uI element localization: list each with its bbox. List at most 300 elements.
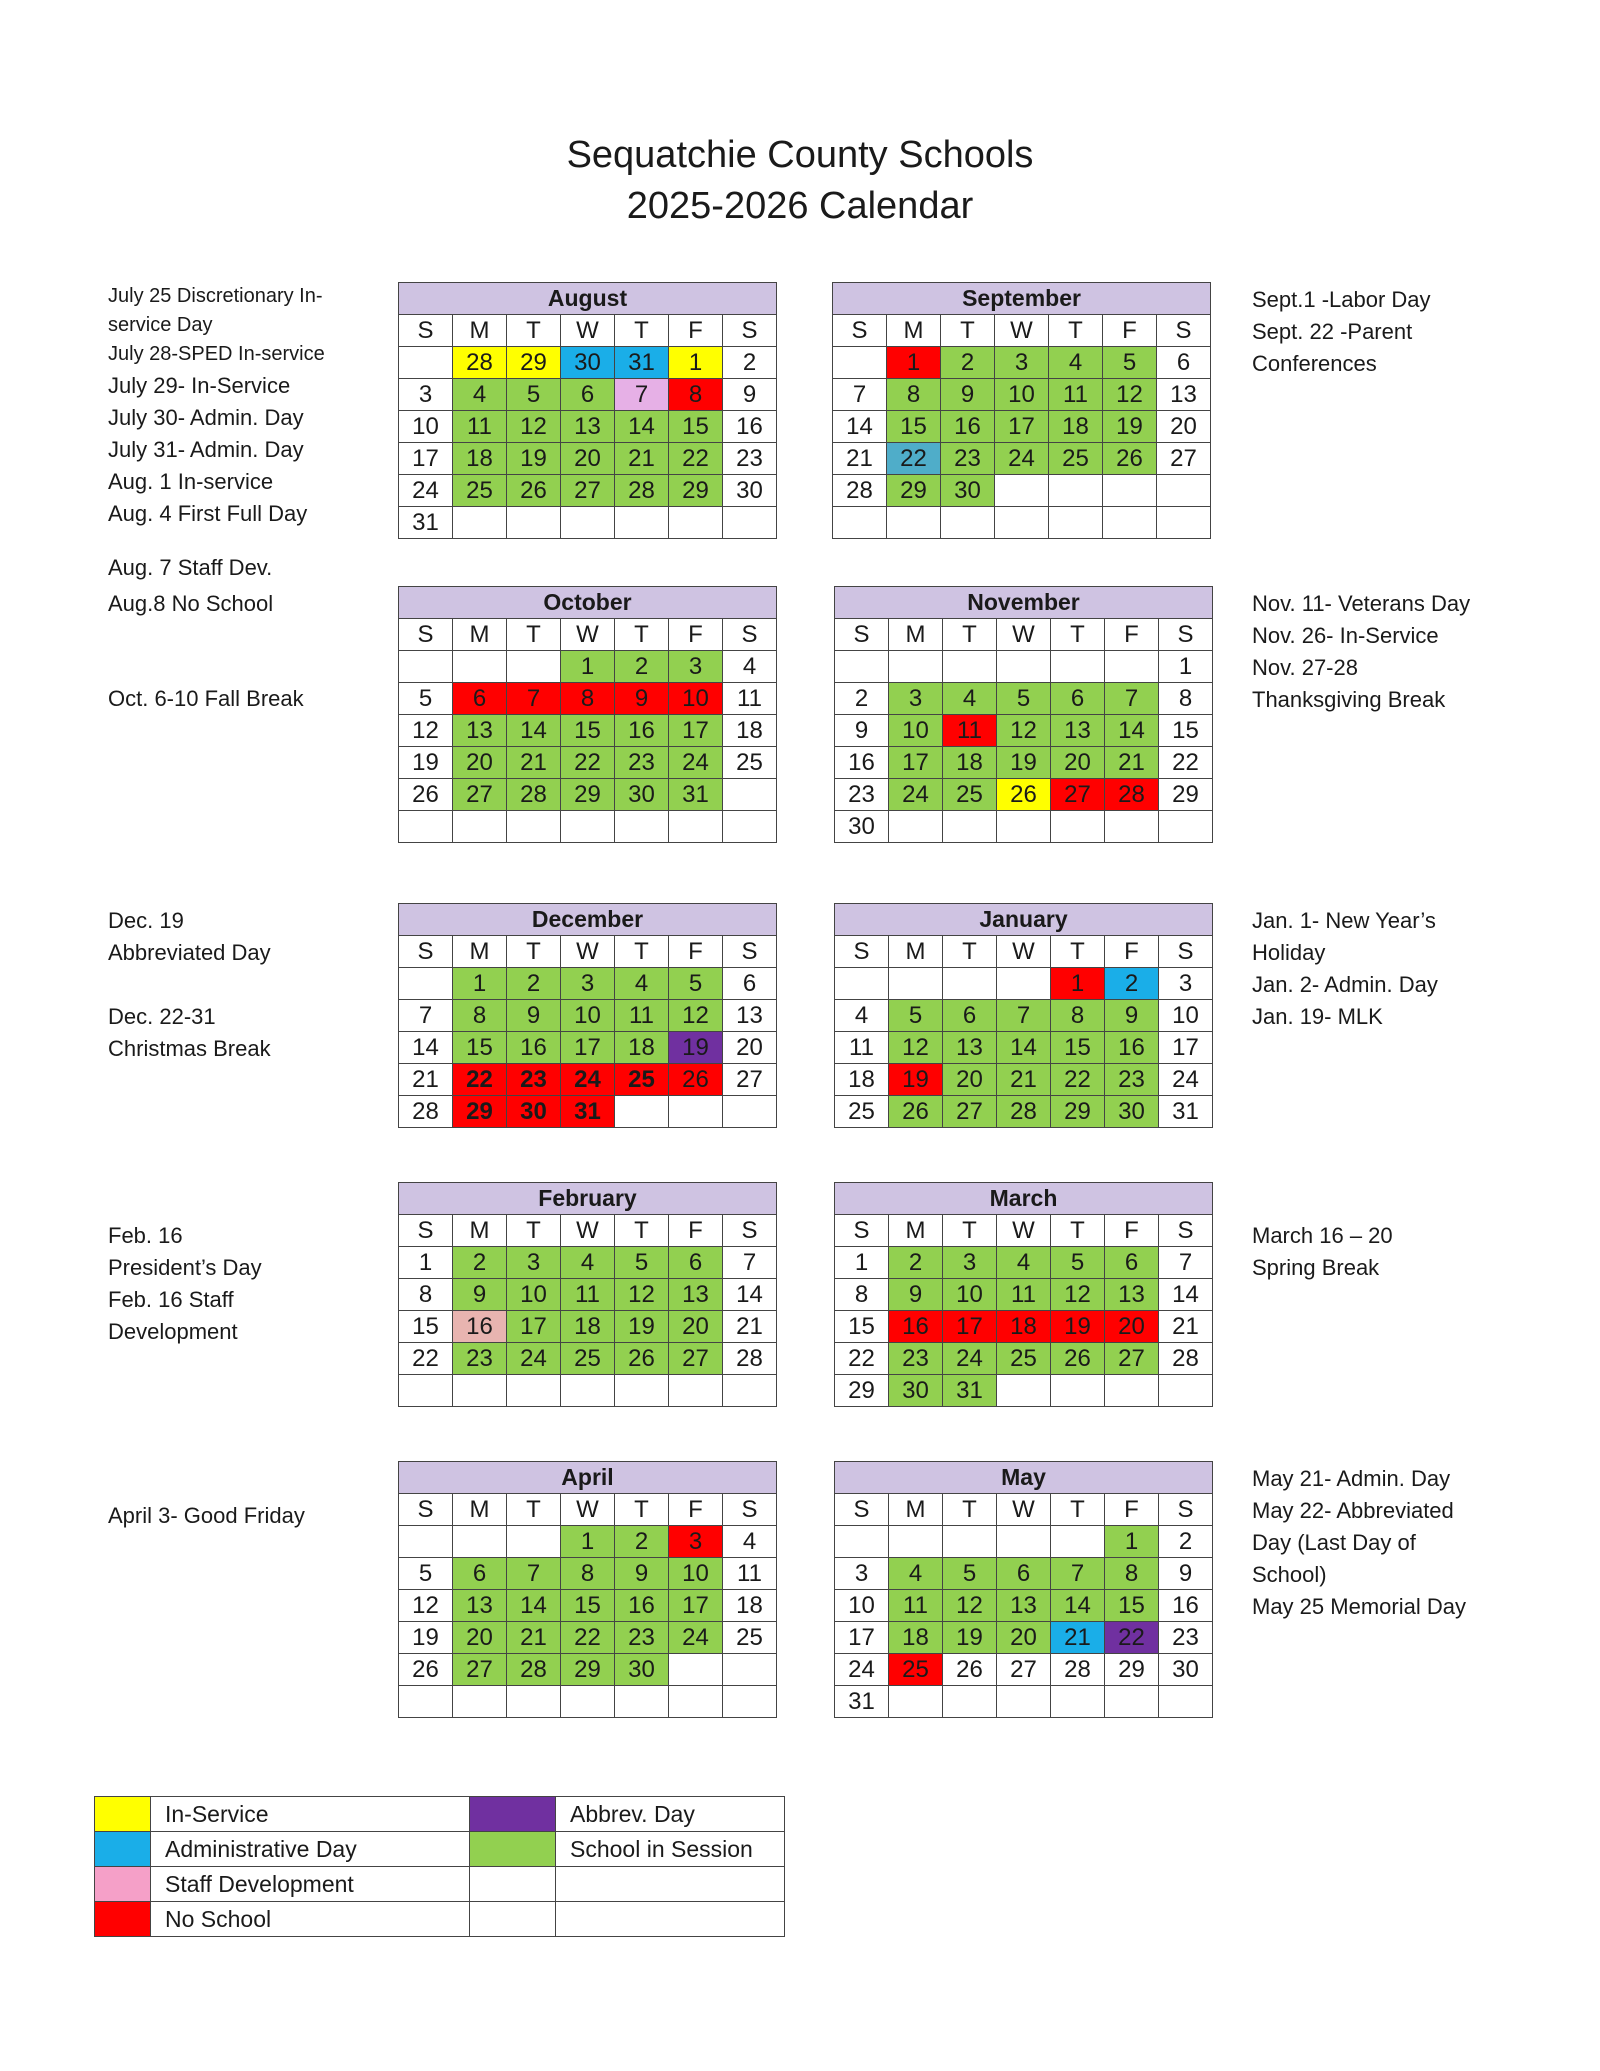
week-row	[835, 651, 1213, 683]
day-cell: 2	[507, 968, 561, 1000]
day-cell: 26	[507, 475, 561, 507]
day-cell: 12	[997, 715, 1051, 747]
day-cell: 15	[561, 1590, 615, 1622]
day-cell: 17	[835, 1622, 889, 1654]
day-cell: 22	[1051, 1064, 1105, 1096]
day-cell: 13	[1051, 715, 1105, 747]
day-cell: 25	[561, 1343, 615, 1375]
day-cell: 29	[1051, 1096, 1105, 1128]
day-cell: 28	[997, 1096, 1051, 1128]
week-row	[399, 747, 777, 779]
day-cell: 1	[1051, 968, 1105, 1000]
week-row	[835, 1032, 1213, 1064]
day-cell: 13	[669, 1279, 723, 1311]
day-cell: 24	[399, 475, 453, 507]
day-cell	[997, 651, 1051, 683]
week-row	[833, 379, 1211, 411]
weekday-header: T	[1051, 1494, 1105, 1526]
weekday-header: S	[723, 1215, 777, 1247]
day-cell: 9	[1105, 1000, 1159, 1032]
day-cell: 23	[889, 1343, 943, 1375]
day-cell: 11	[943, 715, 997, 747]
day-cell: 9	[1159, 1558, 1213, 1590]
day-cell	[1051, 651, 1105, 683]
week-row	[833, 347, 1211, 379]
day-cell	[561, 1686, 615, 1718]
day-cell: 6	[1157, 347, 1211, 379]
day-cell: 12	[943, 1590, 997, 1622]
month-name: August	[399, 283, 777, 315]
day-cell	[669, 507, 723, 539]
day-cell: 4	[453, 379, 507, 411]
weekday-header: F	[669, 936, 723, 968]
day-cell	[943, 811, 997, 843]
weekday-header: T	[1051, 936, 1105, 968]
weekday-header: S	[723, 619, 777, 651]
day-cell: 26	[943, 1654, 997, 1686]
day-cell	[1051, 1686, 1105, 1718]
month-name: January	[835, 904, 1213, 936]
day-cell: 7	[1159, 1247, 1213, 1279]
day-cell	[1159, 1686, 1213, 1718]
week-row	[399, 779, 777, 811]
day-cell	[995, 507, 1049, 539]
legend-label-noschool: No School	[151, 1902, 470, 1937]
day-cell: 16	[835, 747, 889, 779]
day-cell: 10	[399, 411, 453, 443]
weekday-header: M	[453, 1215, 507, 1247]
month-name: December	[399, 904, 777, 936]
day-cell	[507, 1686, 561, 1718]
weekday-header: T	[615, 936, 669, 968]
calendar-title	[0, 130, 1600, 232]
week-row	[399, 715, 777, 747]
legend-swatch-session	[470, 1832, 556, 1867]
weekday-header: S	[399, 619, 453, 651]
day-cell: 16	[615, 1590, 669, 1622]
day-cell: 15	[1159, 715, 1213, 747]
weekday-header: S	[833, 315, 887, 347]
day-cell: 24	[669, 747, 723, 779]
week-row	[835, 1526, 1213, 1558]
day-cell: 17	[889, 747, 943, 779]
day-cell: 30	[561, 347, 615, 379]
day-cell: 4	[943, 683, 997, 715]
day-cell: 21	[723, 1311, 777, 1343]
day-cell: 27	[561, 475, 615, 507]
day-cell: 5	[399, 1558, 453, 1590]
day-cell: 17	[995, 411, 1049, 443]
weekday-header: M	[887, 315, 941, 347]
day-cell: 4	[723, 651, 777, 683]
day-cell	[615, 811, 669, 843]
week-row	[833, 507, 1211, 539]
day-cell: 5	[943, 1558, 997, 1590]
day-cell: 26	[615, 1343, 669, 1375]
day-cell: 15	[887, 411, 941, 443]
notes-april: April 3- Good Friday	[108, 1503, 305, 1528]
week-row	[399, 1375, 777, 1407]
day-cell	[561, 1375, 615, 1407]
day-cell: 16	[941, 411, 995, 443]
day-cell: 2	[723, 347, 777, 379]
day-cell	[615, 507, 669, 539]
day-cell: 30	[615, 779, 669, 811]
day-cell: 13	[723, 1000, 777, 1032]
day-cell	[887, 507, 941, 539]
day-cell: 1	[453, 968, 507, 1000]
day-cell: 9	[615, 1558, 669, 1590]
day-cell: 19	[997, 747, 1051, 779]
weekday-header: S	[399, 936, 453, 968]
day-cell: 23	[941, 443, 995, 475]
day-cell	[1105, 1686, 1159, 1718]
day-cell: 31	[615, 347, 669, 379]
day-cell: 11	[453, 411, 507, 443]
day-cell: 26	[889, 1096, 943, 1128]
week-row	[399, 1000, 777, 1032]
legend-swatch-inservice	[95, 1797, 151, 1832]
week-row	[833, 411, 1211, 443]
day-cell	[889, 811, 943, 843]
week-row	[835, 1622, 1213, 1654]
weekday-header: W	[995, 315, 1049, 347]
week-row	[835, 1590, 1213, 1622]
week-row	[399, 1343, 777, 1375]
day-cell: 8	[887, 379, 941, 411]
week-row	[399, 1526, 777, 1558]
day-cell: 3	[399, 379, 453, 411]
notes-july-aug: July 29- In-Service July 30- Admin. Day July 31- Admin. Day Aug. 1 In-service Aug. 4 First Full Day	[108, 373, 308, 526]
day-cell: 14	[833, 411, 887, 443]
weekday-header: T	[1051, 1215, 1105, 1247]
day-cell: 16	[723, 411, 777, 443]
day-cell: 31	[561, 1096, 615, 1128]
day-cell	[669, 1096, 723, 1128]
day-cell: 14	[997, 1032, 1051, 1064]
legend-label-admin: Administrative Day	[151, 1832, 470, 1867]
month-february	[398, 1182, 777, 1407]
day-cell: 26	[1051, 1343, 1105, 1375]
day-cell: 11	[835, 1032, 889, 1064]
day-cell: 8	[1159, 683, 1213, 715]
day-cell: 24	[995, 443, 1049, 475]
weekday-header: S	[1159, 1494, 1213, 1526]
day-cell	[943, 1526, 997, 1558]
day-cell: 2	[453, 1247, 507, 1279]
day-cell: 17	[669, 715, 723, 747]
day-cell: 25	[835, 1096, 889, 1128]
day-cell: 7	[507, 683, 561, 715]
day-cell: 22	[1159, 747, 1213, 779]
day-cell: 14	[1159, 1279, 1213, 1311]
day-cell: 3	[1159, 968, 1213, 1000]
day-cell: 26	[399, 1654, 453, 1686]
day-cell: 31	[1159, 1096, 1213, 1128]
week-row	[835, 1064, 1213, 1096]
day-cell: 6	[1051, 683, 1105, 715]
day-cell: 25	[615, 1064, 669, 1096]
day-cell: 30	[723, 475, 777, 507]
month-name: May	[835, 1462, 1213, 1494]
day-cell: 28	[615, 475, 669, 507]
day-cell	[1157, 475, 1211, 507]
week-row	[399, 1279, 777, 1311]
week-row	[399, 1622, 777, 1654]
day-cell: 10	[1159, 1000, 1213, 1032]
day-cell: 27	[997, 1654, 1051, 1686]
weekday-header: T	[943, 619, 997, 651]
day-cell: 12	[507, 411, 561, 443]
week-row	[399, 1032, 777, 1064]
day-cell: 6	[669, 1247, 723, 1279]
week-row	[835, 1558, 1213, 1590]
day-cell	[1051, 1526, 1105, 1558]
day-cell: 29	[1105, 1654, 1159, 1686]
day-cell: 21	[1105, 747, 1159, 779]
day-cell: 4	[615, 968, 669, 1000]
week-row	[399, 683, 777, 715]
day-cell: 14	[507, 1590, 561, 1622]
week-row	[835, 715, 1213, 747]
day-cell: 10	[507, 1279, 561, 1311]
day-cell	[889, 1526, 943, 1558]
day-cell: 16	[453, 1311, 507, 1343]
day-cell: 19	[615, 1311, 669, 1343]
weekday-header: T	[943, 1215, 997, 1247]
day-cell	[997, 1686, 1051, 1718]
day-cell: 10	[561, 1000, 615, 1032]
day-cell: 18	[1049, 411, 1103, 443]
day-cell	[453, 507, 507, 539]
week-row	[399, 968, 777, 1000]
day-cell: 26	[997, 779, 1051, 811]
day-cell: 2	[889, 1247, 943, 1279]
day-cell: 10	[669, 1558, 723, 1590]
weekday-header: S	[723, 315, 777, 347]
day-cell	[507, 1526, 561, 1558]
day-cell: 1	[835, 1247, 889, 1279]
weekday-header: S	[835, 619, 889, 651]
day-cell: 14	[1051, 1590, 1105, 1622]
day-cell	[997, 968, 1051, 1000]
day-cell: 18	[997, 1311, 1051, 1343]
day-cell	[507, 507, 561, 539]
week-row	[399, 1064, 777, 1096]
week-row	[835, 1000, 1213, 1032]
day-cell	[1105, 651, 1159, 683]
day-cell	[507, 811, 561, 843]
day-cell: 20	[1051, 747, 1105, 779]
week-row	[835, 1375, 1213, 1407]
month-may	[834, 1461, 1213, 1718]
day-cell: 29	[835, 1375, 889, 1407]
day-cell: 10	[889, 715, 943, 747]
day-cell: 12	[669, 1000, 723, 1032]
weekday-header: F	[1105, 1215, 1159, 1247]
weekday-header: T	[943, 1494, 997, 1526]
legend-swatch-staffdev	[95, 1867, 151, 1902]
day-cell	[1049, 507, 1103, 539]
day-cell: 3	[561, 968, 615, 1000]
day-cell: 7	[399, 1000, 453, 1032]
day-cell: 21	[615, 443, 669, 475]
day-cell	[615, 1096, 669, 1128]
day-cell: 31	[943, 1375, 997, 1407]
day-cell: 28	[1051, 1654, 1105, 1686]
day-cell: 26	[399, 779, 453, 811]
day-cell: 14	[615, 411, 669, 443]
day-cell: 25	[997, 1343, 1051, 1375]
day-cell	[835, 968, 889, 1000]
day-cell: 21	[997, 1064, 1051, 1096]
day-cell: 9	[941, 379, 995, 411]
day-cell	[453, 1375, 507, 1407]
day-cell: 9	[889, 1279, 943, 1311]
week-row	[399, 811, 777, 843]
day-cell: 2	[1105, 968, 1159, 1000]
weekday-header: S	[1159, 619, 1213, 651]
day-cell: 24	[889, 779, 943, 811]
day-cell	[723, 1654, 777, 1686]
day-cell: 5	[889, 1000, 943, 1032]
day-cell: 21	[399, 1064, 453, 1096]
notes-july: July 25 Discretionary In- service Day July 28-SPED In-service	[108, 285, 325, 365]
day-cell: 4	[723, 1526, 777, 1558]
day-cell: 7	[723, 1247, 777, 1279]
weekday-header: T	[943, 936, 997, 968]
day-cell: 25	[1049, 443, 1103, 475]
day-cell: 8	[669, 379, 723, 411]
day-cell	[723, 1375, 777, 1407]
day-cell: 27	[1051, 779, 1105, 811]
day-cell	[453, 1526, 507, 1558]
day-cell: 24	[561, 1064, 615, 1096]
day-cell: 8	[399, 1279, 453, 1311]
week-row	[835, 1654, 1213, 1686]
day-cell: 8	[1105, 1558, 1159, 1590]
day-cell	[453, 1686, 507, 1718]
day-cell: 1	[1105, 1526, 1159, 1558]
day-cell: 20	[453, 747, 507, 779]
month-august	[398, 282, 777, 539]
day-cell: 19	[399, 1622, 453, 1654]
day-cell: 24	[943, 1343, 997, 1375]
week-row	[399, 411, 777, 443]
weekday-header: S	[1157, 315, 1211, 347]
week-row	[399, 1247, 777, 1279]
week-row	[835, 1279, 1213, 1311]
day-cell: 31	[669, 779, 723, 811]
week-row	[833, 443, 1211, 475]
day-cell: 2	[615, 1526, 669, 1558]
weekday-header: M	[453, 1494, 507, 1526]
notes-sept: Sept.1 -Labor Day Sept. 22 -Parent Conferences	[1252, 287, 1431, 376]
weekday-header: T	[507, 1494, 561, 1526]
weekday-header: S	[399, 1494, 453, 1526]
day-cell	[669, 1654, 723, 1686]
day-cell	[723, 507, 777, 539]
day-cell: 16	[1105, 1032, 1159, 1064]
day-cell: 18	[835, 1064, 889, 1096]
day-cell: 10	[943, 1279, 997, 1311]
weekday-header: F	[1103, 315, 1157, 347]
day-cell: 11	[723, 683, 777, 715]
day-cell	[943, 651, 997, 683]
day-cell: 22	[1105, 1622, 1159, 1654]
weekday-header: F	[1105, 936, 1159, 968]
day-cell: 3	[943, 1247, 997, 1279]
day-cell: 4	[561, 1247, 615, 1279]
day-cell	[399, 1526, 453, 1558]
week-row	[835, 968, 1213, 1000]
weekday-header: W	[561, 1215, 615, 1247]
day-cell: 23	[723, 443, 777, 475]
day-cell	[997, 1375, 1051, 1407]
day-cell: 8	[561, 683, 615, 715]
weekday-header: W	[997, 619, 1051, 651]
day-cell	[615, 1686, 669, 1718]
day-cell: 19	[1051, 1311, 1105, 1343]
week-row	[399, 443, 777, 475]
day-cell	[561, 811, 615, 843]
weekday-header: S	[399, 315, 453, 347]
day-cell: 3	[507, 1247, 561, 1279]
day-cell: 17	[943, 1311, 997, 1343]
day-cell: 25	[453, 475, 507, 507]
day-cell	[1103, 475, 1157, 507]
day-cell	[889, 1686, 943, 1718]
day-cell: 8	[453, 1000, 507, 1032]
legend-swatch-abbrev	[470, 1797, 556, 1832]
day-cell: 30	[835, 811, 889, 843]
weekday-header: S	[723, 1494, 777, 1526]
month-september	[832, 282, 1211, 539]
week-row	[399, 1096, 777, 1128]
weekday-header: F	[669, 315, 723, 347]
day-cell: 31	[399, 507, 453, 539]
day-cell: 6	[453, 683, 507, 715]
weekday-header: T	[507, 315, 561, 347]
day-cell	[507, 1375, 561, 1407]
day-cell: 8	[561, 1558, 615, 1590]
day-cell: 17	[1159, 1032, 1213, 1064]
day-cell: 13	[1105, 1279, 1159, 1311]
day-cell: 28	[453, 347, 507, 379]
day-cell: 17	[507, 1311, 561, 1343]
day-cell: 12	[399, 1590, 453, 1622]
week-row	[399, 1686, 777, 1718]
day-cell: 3	[889, 683, 943, 715]
day-cell: 22	[399, 1343, 453, 1375]
day-cell	[723, 1096, 777, 1128]
day-cell: 28	[507, 779, 561, 811]
day-cell	[1049, 475, 1103, 507]
day-cell: 12	[399, 715, 453, 747]
day-cell: 23	[615, 747, 669, 779]
day-cell: 27	[453, 779, 507, 811]
day-cell: 7	[507, 1558, 561, 1590]
weekday-header: M	[889, 619, 943, 651]
day-cell: 31	[835, 1686, 889, 1718]
day-cell: 28	[1105, 779, 1159, 811]
day-cell	[453, 811, 507, 843]
day-cell: 26	[1103, 443, 1157, 475]
day-cell: 20	[723, 1032, 777, 1064]
weekday-header: T	[615, 1494, 669, 1526]
weekday-header: F	[1105, 619, 1159, 651]
day-cell: 13	[997, 1590, 1051, 1622]
